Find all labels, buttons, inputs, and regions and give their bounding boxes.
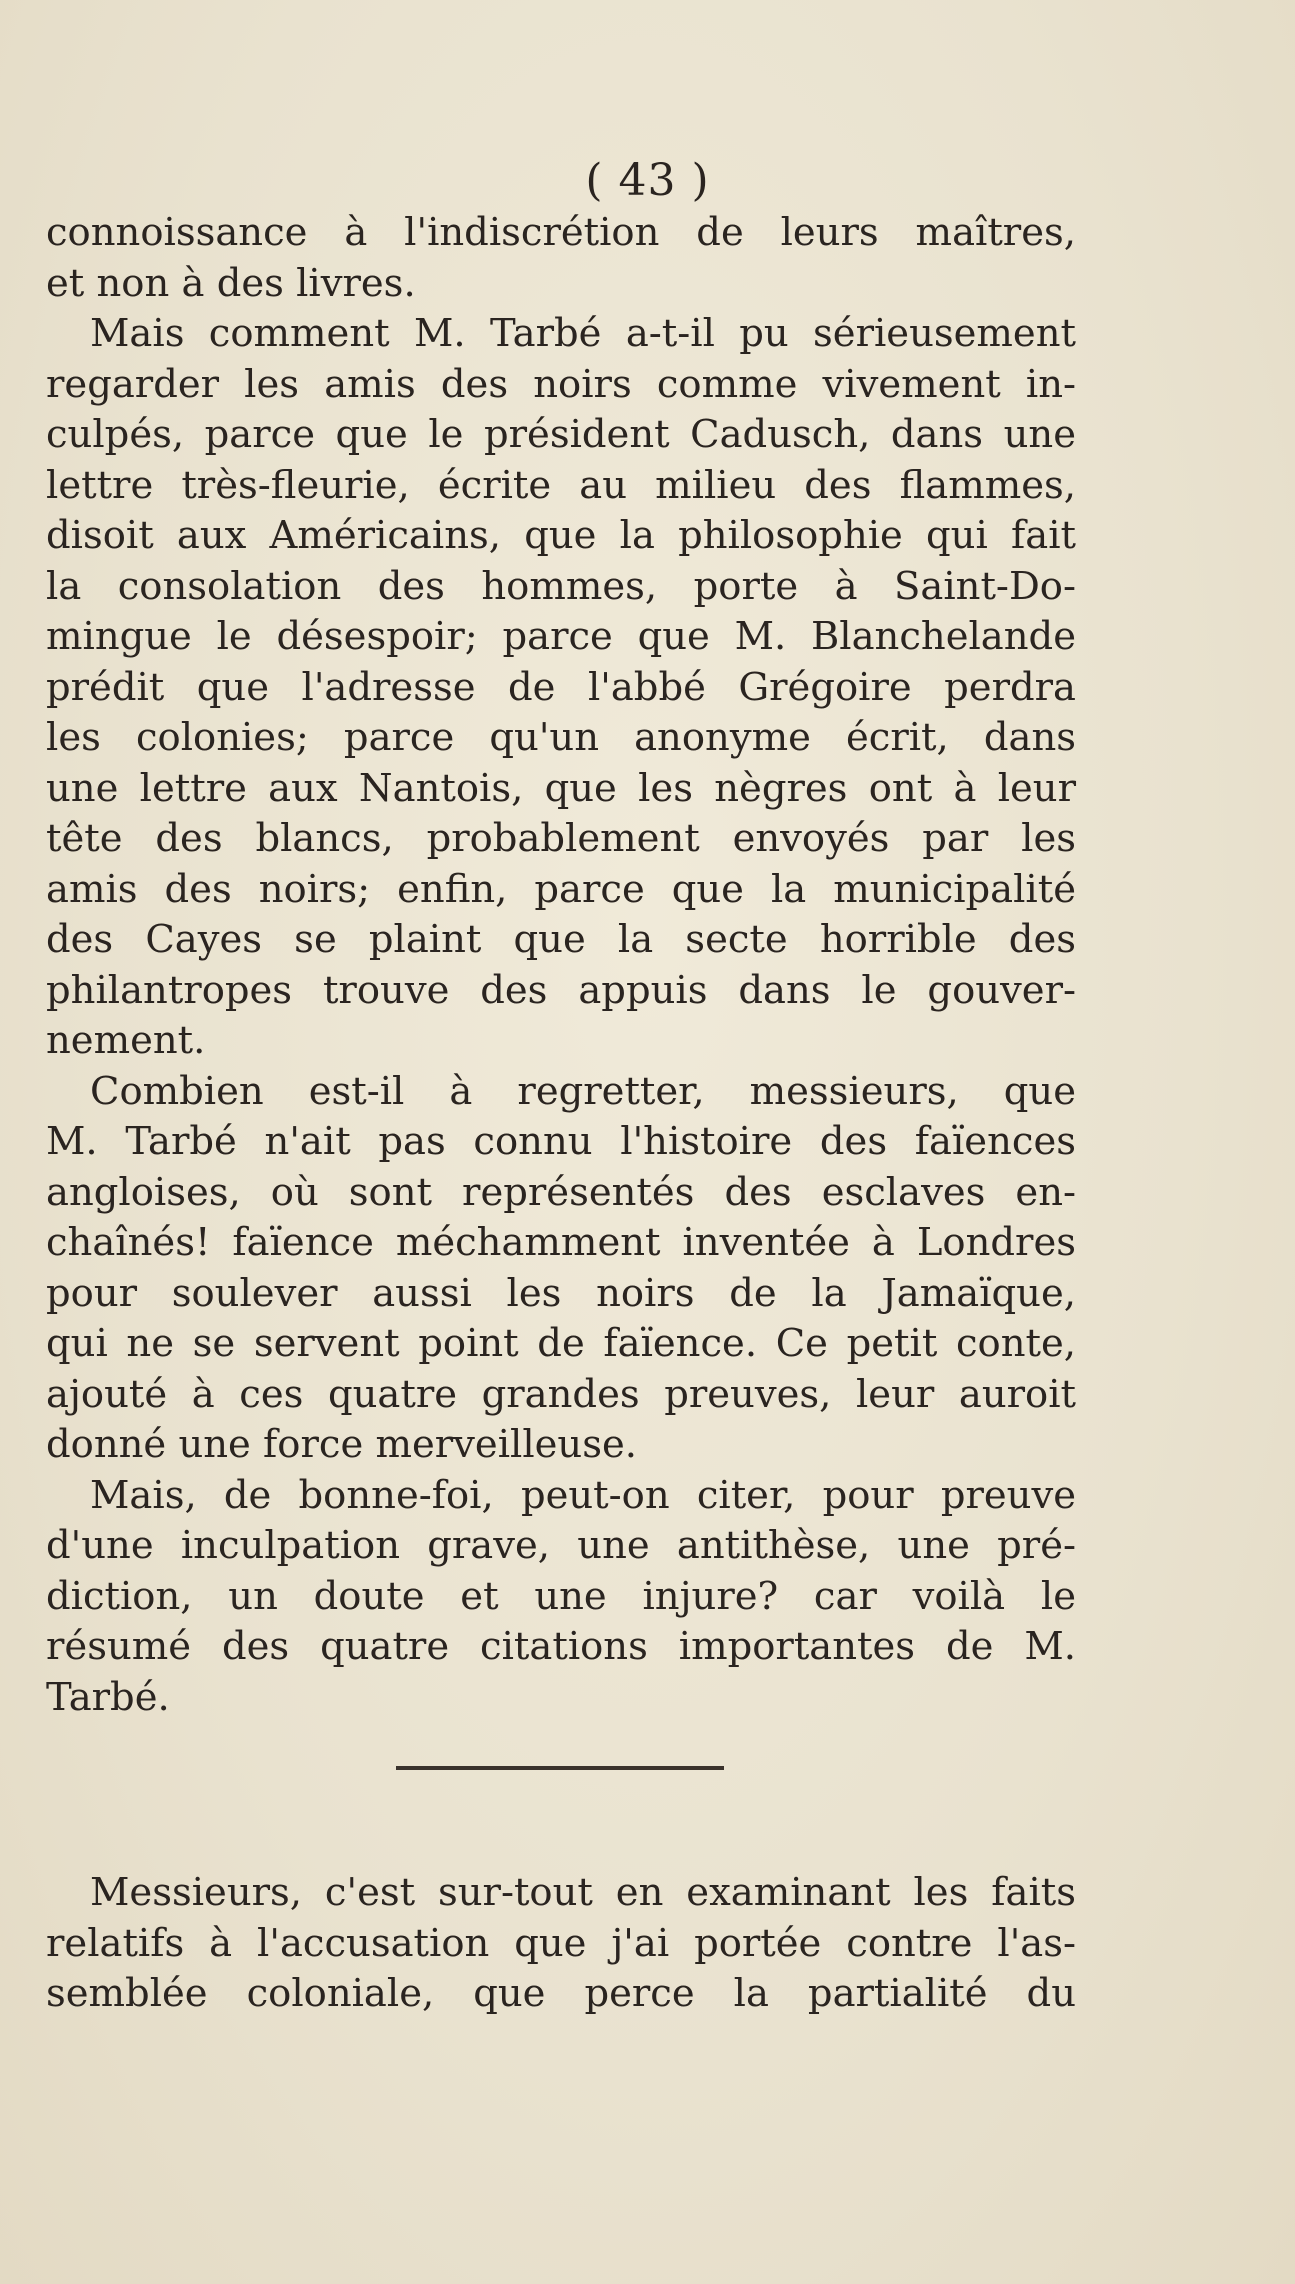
text-line: semblée coloniale, que perce la partialité du: [46, 1971, 1076, 2016]
text-line: nement.: [46, 1018, 206, 1063]
text-line: la consolation des hommes, porte à Saint-Do-: [46, 563, 1076, 609]
text-line: et non à des livres.: [46, 260, 416, 306]
text-line: M. Tarbé n'ait pas connu l'histoire des faïences: [46, 1119, 1076, 1164]
paragraph-first-line: Combien est-il à regretter, messieurs, que: [90, 1068, 1076, 1114]
text-line: prédit que l'adresse de l'abbé Grégoire perdra: [46, 664, 1076, 710]
text-line: des Cayes se plaint que la secte horrible des: [46, 917, 1076, 962]
text-line: amis des noirs; enfin, parce que la municipalité: [46, 866, 1076, 912]
text-line: qui ne se servent point de faïence. Ce petit conte,: [46, 1321, 1076, 1366]
text-line: tête des blancs, probablement envoyés par les: [46, 816, 1076, 861]
paragraph-first-line: Mais, de bonne-foi, peut-on citer, pour preuve: [90, 1472, 1076, 1518]
text-line: pour soulever aussi les noirs de la Jamaïque,: [46, 1270, 1076, 1316]
text-line: résumé des quatre citations importantes de M.: [46, 1624, 1076, 1669]
text-line: chaînés! faïence méchamment inventée à Londres: [46, 1220, 1076, 1265]
section-divider: [396, 1766, 724, 1770]
text-line: une lettre aux Nantois, que les nègres ont à leur: [46, 765, 1076, 811]
text-line: regarder les amis des noirs comme vivement in-: [46, 361, 1076, 407]
text-line: disoit aux Américains, que la philosophie qui fait: [46, 513, 1076, 558]
text-line: d'une inculpation grave, une antithèse, une pré-: [46, 1523, 1076, 1568]
text-line: philantropes trouve des appuis dans le gouver-: [46, 967, 1076, 1013]
paragraph-first-line: Mais comment M. Tarbé a-t-il pu sérieusement: [90, 311, 1076, 356]
text-line: donné une force merveilleuse.: [46, 1422, 637, 1467]
body-text: [46, 208, 1076, 1723]
text-line: culpés, parce que le président Cadusch, dans une: [46, 412, 1076, 457]
text-line: lettre très-fleurie, écrite au milieu des flammes,: [46, 462, 1076, 508]
text-line: les colonies; parce qu'un anonyme écrit, dans: [46, 715, 1076, 760]
text-line: ajouté à ces quatre grandes preuves, leur auroit: [46, 1371, 1076, 1417]
paragraph-first-line: Messieurs, c'est sur-tout en examinant les faits: [90, 1870, 1076, 1915]
text-line: connoissance à l'indiscrétion de leurs maîtres,: [46, 210, 1076, 255]
text-line: Tarbé.: [46, 1674, 170, 1720]
body-text-section-2: [46, 1868, 1076, 2020]
text-line: relatifs à l'accusation que j'ai portée contre l'as-: [46, 1920, 1076, 1966]
text-line: angloises, où sont représentés des esclaves en-: [46, 1169, 1076, 1215]
text-line: mingue le désespoir; parce que M. Blanchelande: [46, 614, 1076, 659]
page-number: ( 43 ): [585, 155, 710, 206]
text-line: diction, un doute et une injure? car voilà le: [46, 1573, 1076, 1619]
